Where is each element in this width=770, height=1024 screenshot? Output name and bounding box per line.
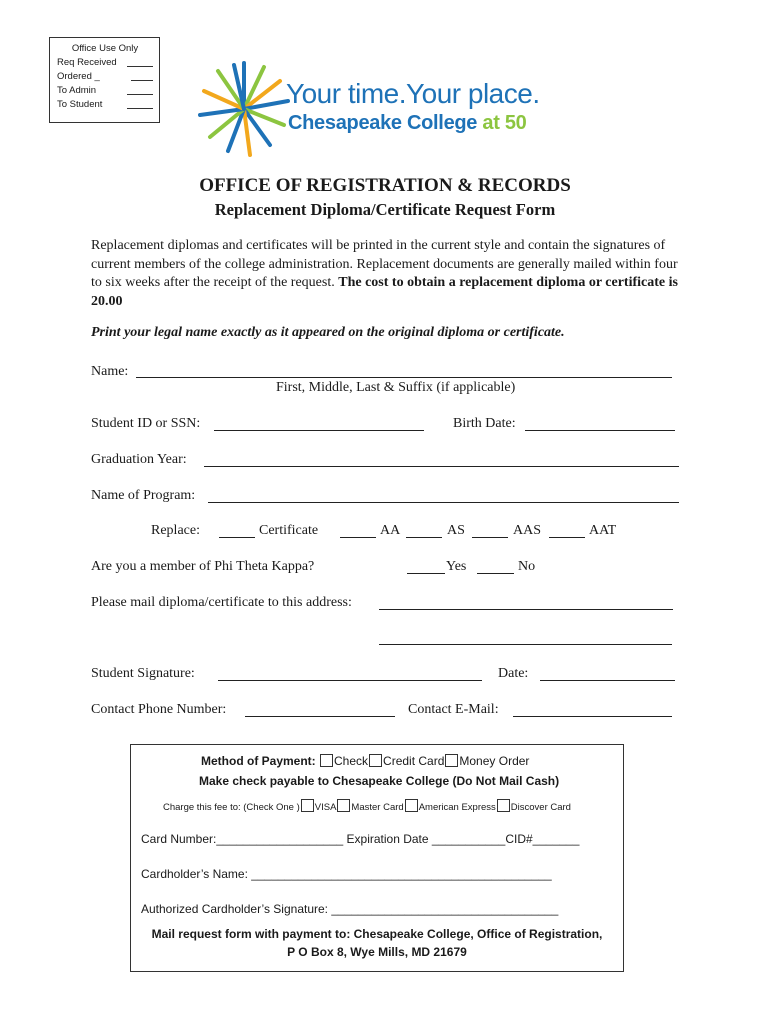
birth-date-label: Birth Date:	[453, 416, 516, 431]
office-use-box	[49, 37, 160, 123]
cost-note: The cost to obtain a replacement diploma or certificate is 20.00	[91, 275, 678, 309]
payable-note: Make check payable to Chesapeake College (Do Not Mail Cash)	[199, 774, 560, 788]
check-checkbox[interactable]	[320, 754, 333, 767]
option-aa: AA	[380, 523, 401, 538]
ptk-no: No	[518, 559, 536, 574]
signature-field[interactable]	[218, 680, 482, 681]
name-hint: First, Middle, Last & Suffix (if applicable)	[276, 380, 516, 395]
date-label: Date:	[498, 666, 529, 681]
instruction-text: Print your legal name exactly as it appeared on the original diploma or certificate.	[91, 325, 565, 340]
mail-instructions-line-1: Mail request form with payment to: Chesapeake College, Office of Registration,	[151, 927, 603, 941]
email-label: Contact E-Mail:	[408, 702, 499, 717]
ptk-no-blank[interactable]	[477, 573, 514, 574]
office-use-row: To Admin	[57, 84, 159, 98]
mail-address-line-1[interactable]	[379, 609, 673, 610]
mail-address-label: Please mail diploma/certificate to this address:	[91, 595, 352, 610]
as-blank[interactable]	[406, 537, 442, 538]
discover-checkbox[interactable]	[497, 799, 510, 812]
cid-field[interactable]: _______	[532, 832, 580, 846]
student-id-label: Student ID or SSN:	[91, 416, 201, 431]
charge-row: Charge this fee to: (Check One ) VISA Master Card American Express Discover Card	[163, 799, 571, 813]
aas-blank[interactable]	[472, 537, 508, 538]
student-id-field[interactable]	[214, 430, 424, 431]
phone-label: Contact Phone Number:	[91, 702, 227, 717]
email-field[interactable]	[513, 716, 672, 717]
name-field[interactable]	[136, 377, 672, 378]
ptk-yes-blank[interactable]	[407, 573, 445, 574]
card-number-row: Card Number:___________________ Expiration Date ___________CID#_______	[141, 832, 580, 846]
cardholder-row: Cardholder’s Name: _____________________________________________	[141, 867, 552, 881]
ptk-yes: Yes	[446, 559, 467, 574]
office-use-row: Req Received	[57, 56, 159, 70]
signature-label: Student Signature:	[91, 666, 195, 681]
auth-signature-row: Authorized Cardholder’s Signature: __________________________________	[141, 902, 559, 916]
name-label: Name:	[91, 364, 129, 379]
cardholder-field[interactable]: _____________________________________________	[251, 867, 552, 881]
ptk-label: Are you a member of Phi Theta Kappa?	[91, 559, 315, 574]
program-field[interactable]	[208, 502, 679, 503]
phone-field[interactable]	[245, 716, 395, 717]
option-as: AS	[447, 523, 465, 538]
payment-box	[130, 744, 624, 972]
certificate-blank[interactable]	[219, 537, 255, 538]
card-number-field[interactable]: ___________________	[216, 832, 344, 846]
visa-checkbox[interactable]	[301, 799, 314, 812]
payment-method-row: Method of Payment: Check Credit Card Money Order	[201, 754, 530, 768]
amex-checkbox[interactable]	[405, 799, 418, 812]
money-order-checkbox[interactable]	[445, 754, 458, 767]
graduation-year-label: Graduation Year:	[91, 452, 187, 467]
replace-label: Replace:	[151, 523, 200, 538]
office-use-row: To Student	[57, 98, 159, 112]
page-title: OFFICE OF REGISTRATION & RECORDS	[199, 175, 571, 196]
date-field[interactable]	[540, 680, 675, 681]
aa-blank[interactable]	[340, 537, 376, 538]
option-certificate: Certificate	[259, 523, 319, 538]
intro-paragraph: Replacement diplomas and certificates will be printed in the current style and contain the signatures of current members of the college administration. Replacement documents are generally mailed within four to six weeks after the receipt of the request. The cost to obtain a replacement diploma or certificate is 20.00	[91, 238, 678, 309]
logo-college-name: Chesapeake College at 50	[288, 112, 527, 134]
program-label: Name of Program:	[91, 488, 196, 503]
credit-card-checkbox[interactable]	[369, 754, 382, 767]
starburst-logo-icon	[198, 59, 290, 159]
expiration-field[interactable]: ___________	[431, 832, 506, 846]
office-use-row: Ordered _	[57, 70, 159, 84]
payment-method-label: Method of Payment:	[201, 754, 316, 768]
page-subtitle: Replacement Diploma/Certificate Request Form	[214, 200, 556, 219]
auth-signature-field[interactable]: __________________________________	[331, 902, 559, 916]
mail-address-line-2[interactable]	[379, 644, 672, 645]
office-use-title: Office Use Only	[71, 43, 139, 54]
birth-date-field[interactable]	[525, 430, 675, 431]
option-aas: AAS	[513, 523, 542, 538]
option-aat: AAT	[589, 523, 617, 538]
graduation-year-field[interactable]	[204, 466, 679, 467]
mastercard-checkbox[interactable]	[337, 799, 350, 812]
logo-tagline: Your time.Your place.	[286, 78, 540, 109]
mail-instructions-line-2: P O Box 8, Wye Mills, MD 21679	[287, 945, 467, 959]
aat-blank[interactable]	[549, 537, 585, 538]
